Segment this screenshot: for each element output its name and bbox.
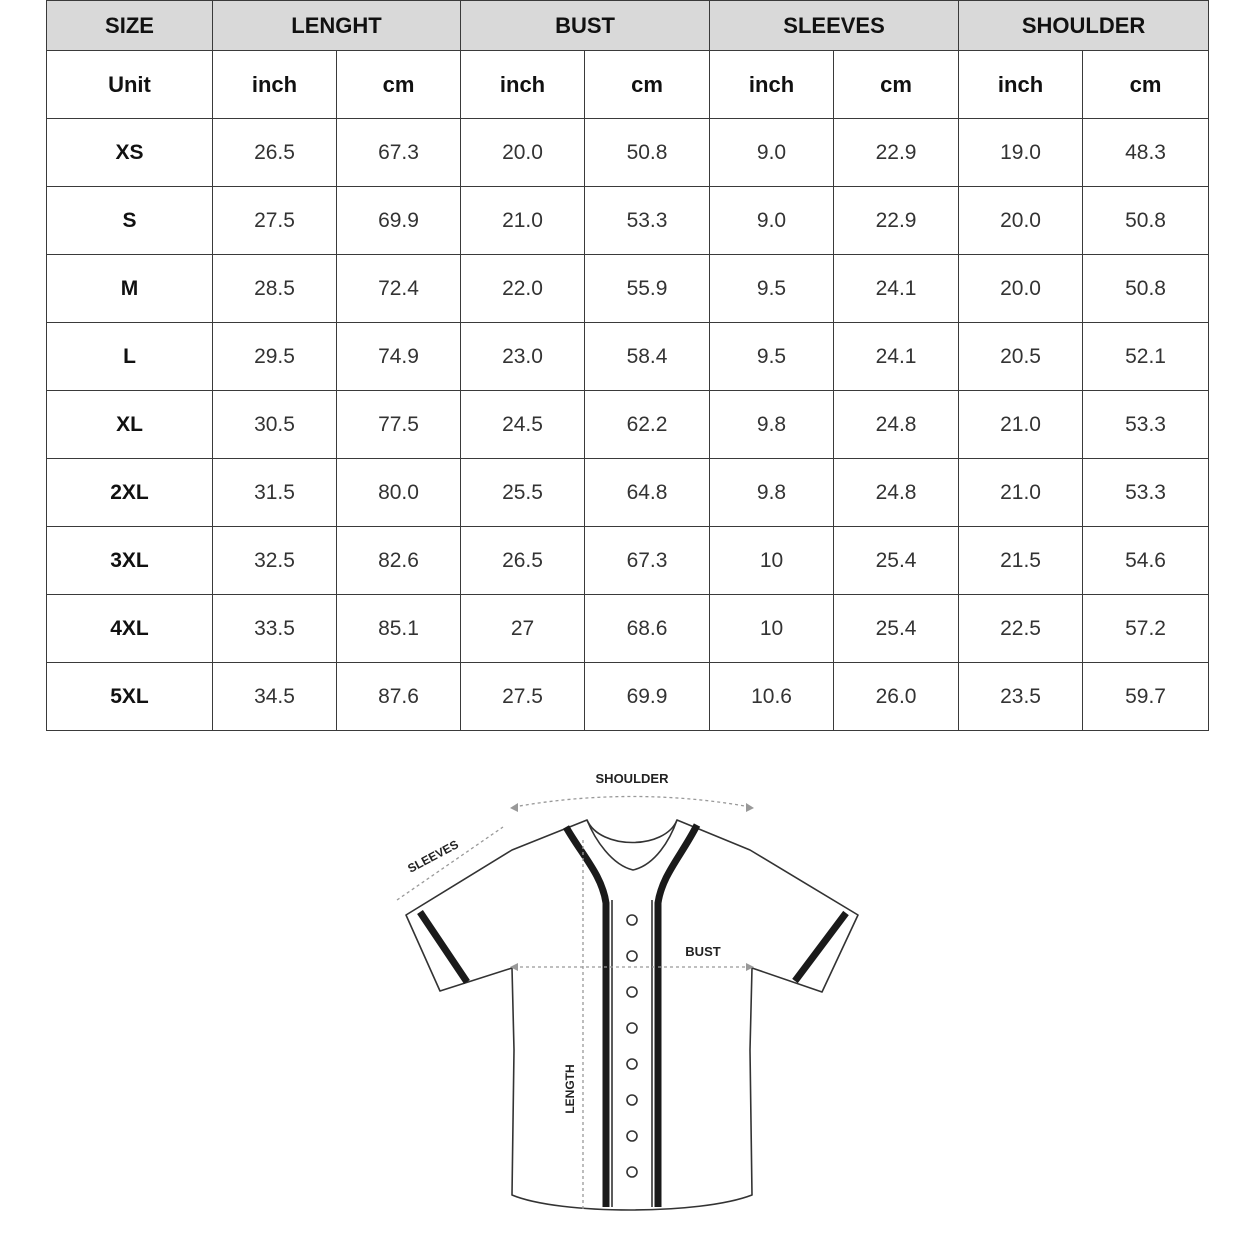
table-row <box>47 323 1209 391</box>
measurement-cell: 85.1 <box>337 595 461 663</box>
unit-cell: inch <box>959 51 1083 119</box>
measurement-cell: 69.9 <box>585 663 710 731</box>
size-cell: S <box>47 187 213 255</box>
unit-header-row <box>47 51 1209 119</box>
table-row <box>47 391 1209 459</box>
measurement-cell: 80.0 <box>337 459 461 527</box>
measurement-cell: 21.0 <box>959 459 1083 527</box>
size-cell: 3XL <box>47 527 213 595</box>
measurement-cell: 58.4 <box>585 323 710 391</box>
measurement-cell: 24.1 <box>834 255 959 323</box>
baseball-jersey-icon <box>406 820 858 1210</box>
size-chart-table <box>46 0 1209 731</box>
header-sleeves: SLEEVES <box>710 1 959 51</box>
measurement-cell: 22.9 <box>834 119 959 187</box>
measurement-cell: 68.6 <box>585 595 710 663</box>
measurement-cell: 9.5 <box>710 255 834 323</box>
unit-cell: inch <box>461 51 585 119</box>
measurement-cell: 26.5 <box>213 119 337 187</box>
measurement-cell: 24.8 <box>834 459 959 527</box>
table-row <box>47 663 1209 731</box>
measurement-cell: 19.0 <box>959 119 1083 187</box>
header-bust: BUST <box>461 1 710 51</box>
measurement-cell: 23.0 <box>461 323 585 391</box>
size-cell: 4XL <box>47 595 213 663</box>
measurement-cell: 26.0 <box>834 663 959 731</box>
measurement-cell: 55.9 <box>585 255 710 323</box>
length-label: LENGTH <box>563 1064 577 1114</box>
table-row <box>47 187 1209 255</box>
measurement-cell: 77.5 <box>337 391 461 459</box>
measurement-cell: 67.3 <box>585 527 710 595</box>
measurement-cell: 20.0 <box>959 187 1083 255</box>
measurement-cell: 21.0 <box>959 391 1083 459</box>
jersey-buttons <box>627 915 637 1177</box>
measurement-cell: 25.5 <box>461 459 585 527</box>
measurement-cell: 25.4 <box>834 527 959 595</box>
measurement-cell: 21.0 <box>461 187 585 255</box>
header-size: SIZE <box>47 1 213 51</box>
table-row <box>47 119 1209 187</box>
table-row <box>47 527 1209 595</box>
measurement-cell: 53.3 <box>585 187 710 255</box>
measurement-cell: 57.2 <box>1083 595 1209 663</box>
measurement-cell: 9.8 <box>710 459 834 527</box>
table-row <box>47 595 1209 663</box>
measurement-cell: 50.8 <box>1083 187 1209 255</box>
unit-cell: cm <box>337 51 461 119</box>
measurement-cell: 21.5 <box>959 527 1083 595</box>
shoulder-label: SHOULDER <box>595 771 669 786</box>
measurement-cell: 59.7 <box>1083 663 1209 731</box>
measurement-cell: 69.9 <box>337 187 461 255</box>
measurement-cell: 64.8 <box>585 459 710 527</box>
measurement-cell: 53.3 <box>1083 391 1209 459</box>
unit-cell: inch <box>213 51 337 119</box>
measurement-cell: 22.5 <box>959 595 1083 663</box>
unit-cell: cm <box>585 51 710 119</box>
group-header-row <box>47 1 1209 51</box>
size-cell: 2XL <box>47 459 213 527</box>
header-shoulder: SHOULDER <box>959 1 1209 51</box>
measurement-cell: 27.5 <box>213 187 337 255</box>
table-row <box>47 459 1209 527</box>
measurement-cell: 82.6 <box>337 527 461 595</box>
measurement-cell: 52.1 <box>1083 323 1209 391</box>
measurement-cell: 9.0 <box>710 119 834 187</box>
jersey-measurement-diagram <box>0 745 1234 1234</box>
measurement-cell: 26.5 <box>461 527 585 595</box>
measurement-cell: 31.5 <box>213 459 337 527</box>
size-cell: L <box>47 323 213 391</box>
measurement-cell: 22.0 <box>461 255 585 323</box>
measurement-cell: 20.0 <box>461 119 585 187</box>
measurement-cell: 50.8 <box>585 119 710 187</box>
measurement-cell: 29.5 <box>213 323 337 391</box>
measurement-cell: 32.5 <box>213 527 337 595</box>
size-cell: 5XL <box>47 663 213 731</box>
measurement-cell: 48.3 <box>1083 119 1209 187</box>
measurement-cell: 10 <box>710 595 834 663</box>
measurement-cell: 22.9 <box>834 187 959 255</box>
measurement-cell: 67.3 <box>337 119 461 187</box>
header-length: LENGHT <box>213 1 461 51</box>
unit-cell: cm <box>834 51 959 119</box>
measurement-cell: 20.0 <box>959 255 1083 323</box>
measurement-cell: 87.6 <box>337 663 461 731</box>
sleeves-label: SLEEVES <box>405 837 461 876</box>
measurement-cell: 62.2 <box>585 391 710 459</box>
bust-label: BUST <box>685 944 721 959</box>
measurement-cell: 53.3 <box>1083 459 1209 527</box>
size-cell: XL <box>47 391 213 459</box>
measurement-cell: 54.6 <box>1083 527 1209 595</box>
measurement-cell: 27.5 <box>461 663 585 731</box>
measurement-cell: 72.4 <box>337 255 461 323</box>
measurement-cell: 24.5 <box>461 391 585 459</box>
measurement-cell: 10 <box>710 527 834 595</box>
measurement-cell: 30.5 <box>213 391 337 459</box>
table-row <box>47 255 1209 323</box>
measurement-cell: 23.5 <box>959 663 1083 731</box>
unit-cell: cm <box>1083 51 1209 119</box>
measurement-cell: 24.8 <box>834 391 959 459</box>
unit-cell: inch <box>710 51 834 119</box>
measurement-cell: 9.8 <box>710 391 834 459</box>
size-cell: XS <box>47 119 213 187</box>
unit-label: Unit <box>47 51 213 119</box>
measurement-cell: 25.4 <box>834 595 959 663</box>
measurement-cell: 24.1 <box>834 323 959 391</box>
measurement-cell: 34.5 <box>213 663 337 731</box>
measurement-cell: 50.8 <box>1083 255 1209 323</box>
measurement-cell: 33.5 <box>213 595 337 663</box>
measurement-cell: 9.5 <box>710 323 834 391</box>
measurement-cell: 27 <box>461 595 585 663</box>
measurement-cell: 28.5 <box>213 255 337 323</box>
measurement-cell: 74.9 <box>337 323 461 391</box>
size-cell: M <box>47 255 213 323</box>
measurement-cell: 10.6 <box>710 663 834 731</box>
measurement-cell: 9.0 <box>710 187 834 255</box>
measurement-cell: 20.5 <box>959 323 1083 391</box>
